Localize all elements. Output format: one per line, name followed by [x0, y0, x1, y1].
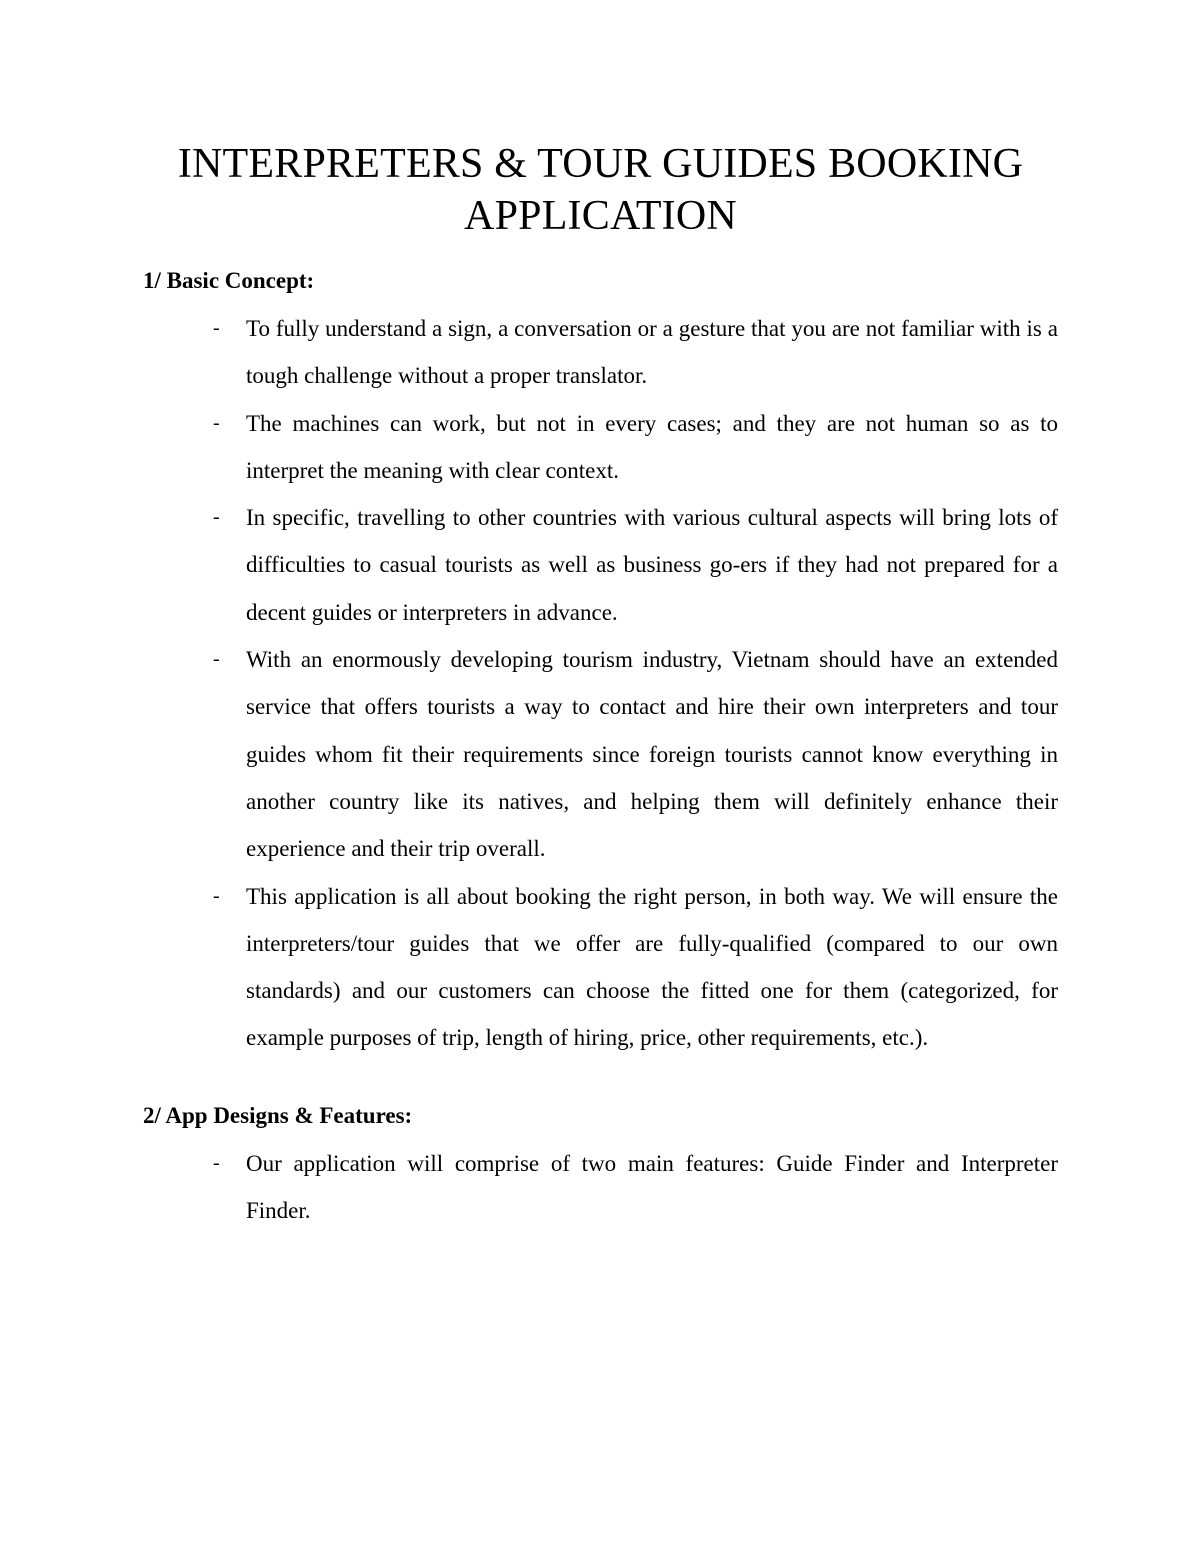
list-item-text: The machines can work, but not in every cases; and they are not human so as to interpret the meaning with clear context. [246, 410, 1058, 483]
list-item [143, 305, 1058, 400]
bullet-dash: - [213, 411, 220, 434]
list-item [143, 636, 1058, 872]
list-item [143, 400, 1058, 495]
bullet-dash: - [213, 1151, 220, 1174]
bullet-dash: - [213, 884, 220, 907]
list-item [143, 494, 1058, 636]
title-line-2: APPLICATION [464, 193, 737, 239]
bullet-dash: - [213, 506, 220, 529]
section-heading-app-designs: 2/ App Designs & Features: [143, 1102, 413, 1128]
list-item-text: Our application will comprise of two main features: Guide Finder and Interpreter Finder. [246, 1150, 1058, 1224]
list-item [143, 873, 1058, 1062]
list-item-text: With an enormously developing tourism industry, Vietnam should have an extended service that offers tourists a way to contact and hire their own interpreters and tour guides whom fit their requirements since foreign tourists cannot know everything in another country like its natives, and helping them will definitely enhance their experience and their trip overall. [246, 647, 1058, 862]
title-line-1: INTERPRETERS & TOUR GUIDES BOOKING [177, 141, 1024, 187]
list-item [143, 1140, 1058, 1235]
list-item-text: In specific, travelling to other countries with various cultural aspects will bring lots of difficulties to casual tourists as well as business go-ers if they had not prepared for a decent guides or interpreters in advance. [246, 505, 1058, 625]
bullet-dash: - [213, 648, 220, 671]
app-designs-list [143, 1140, 1058, 1235]
section-heading-basic-concept: 1/ Basic Concept: [143, 268, 315, 293]
list-item-text: This application is all about booking the right person, in both way. We will ensure the interpreters/tour guides that we offer are fully-qualified (compared to our own standards) and our customers can choose the fitted one for them (categorized, for example purposes of trip, length of hiring, price, other requirements, etc.). [246, 883, 1058, 1051]
list-item-text: To fully understand a sign, a conversation or a gesture that you are not familiar with is a tough challenge without a proper translator. [246, 316, 1058, 389]
bullet-dash: - [213, 317, 220, 339]
basic-concept-list [143, 305, 1058, 1062]
document-title [143, 138, 1058, 242]
